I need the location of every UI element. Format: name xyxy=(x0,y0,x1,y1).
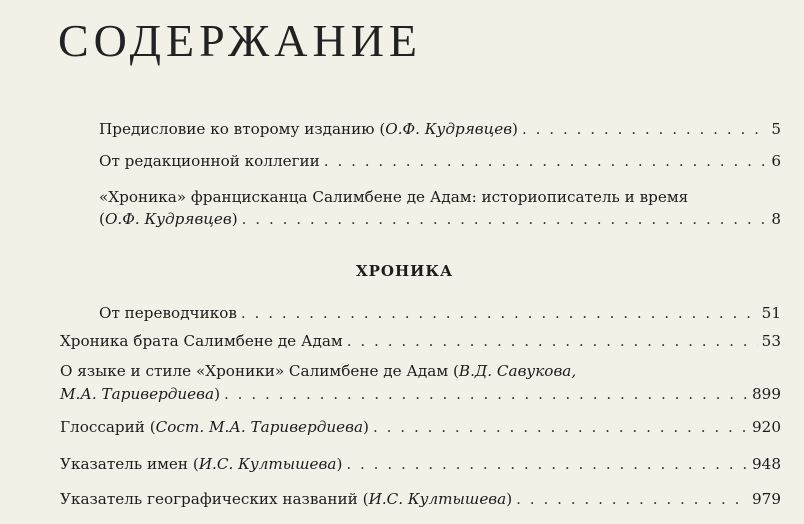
toc-entry[interactable]: Предисловие ко второму изданию (О.Ф. Кудрявцев) . . . 5 xyxy=(99,118,781,140)
entry-author: М.А. Таривердиева xyxy=(60,385,215,403)
entry-title[interactable]: «Хроника» францисканца Салимбене де Адам: историописатель и время xyxy=(99,188,689,206)
entry-author: Сост. М.А. Таривердиева xyxy=(155,418,364,436)
entry-title: Указатель имен xyxy=(60,455,189,473)
page-number: 979 xyxy=(752,490,781,508)
page-number: 899 xyxy=(752,385,781,403)
toc-entry[interactable]: (О.Ф. Кудрявцев) . . . 8 xyxy=(99,208,781,230)
leader-dots xyxy=(347,330,758,352)
toc-entry[interactable]: Указатель географических названий (И.С. Култышева) . . . 979 xyxy=(60,488,781,510)
entry-title: От переводчиков xyxy=(99,304,237,322)
leader-dots xyxy=(522,118,767,140)
toc-entry[interactable]: М.А. Таривердиева) . . . 899 xyxy=(60,383,781,405)
entry-author: И.С. Култышева xyxy=(368,490,507,508)
page-number: 920 xyxy=(752,418,781,436)
leader-dots xyxy=(346,453,748,475)
leader-dots xyxy=(373,416,748,438)
entry-title: От редакционной коллегии xyxy=(99,152,320,170)
entry-title: Глоссарий xyxy=(60,418,145,436)
entry-title: Предисловие ко второму изданию xyxy=(99,120,375,138)
entry-author: И.С. Култышева xyxy=(198,455,337,473)
toc-entry[interactable] xyxy=(99,302,781,324)
toc-entry[interactable]: Глоссарий (Сост. М.А. Таривердиева) . . . 920 xyxy=(60,416,781,438)
page-number: 8 xyxy=(771,210,781,228)
leader-dots xyxy=(516,488,748,510)
page-number: 53 xyxy=(761,332,781,350)
entry-title[interactable]: О языке и стиле «Хроники» Салимбене де Адам (В.Д. Савукова, xyxy=(60,362,577,380)
leader-dots xyxy=(324,150,768,172)
page-number: 5 xyxy=(771,120,781,138)
leader-dots xyxy=(224,383,748,405)
page-number: 6 xyxy=(771,152,781,170)
page-number: 51 xyxy=(761,304,781,322)
entry-title: Хроника брата Салимбене де Адам xyxy=(60,332,343,350)
toc-entry[interactable] xyxy=(99,150,781,172)
page-number: 948 xyxy=(752,455,781,473)
section-heading: ХРОНИКА xyxy=(356,262,454,280)
page-title: СОДЕРЖАНИЕ xyxy=(58,15,423,66)
leader-dots xyxy=(241,302,758,324)
leader-dots xyxy=(242,208,768,230)
toc-entry[interactable]: Указатель имен (И.С. Култышева) . . . 948 xyxy=(60,453,781,475)
toc-entry[interactable] xyxy=(60,330,781,352)
entry-author: О.Ф. Кудрявцев xyxy=(104,210,232,228)
entry-title: Указатель географических названий xyxy=(60,490,358,508)
entry-author: В.Д. Савукова, xyxy=(458,362,577,380)
entry-author: О.Ф. Кудрявцев xyxy=(385,120,513,138)
